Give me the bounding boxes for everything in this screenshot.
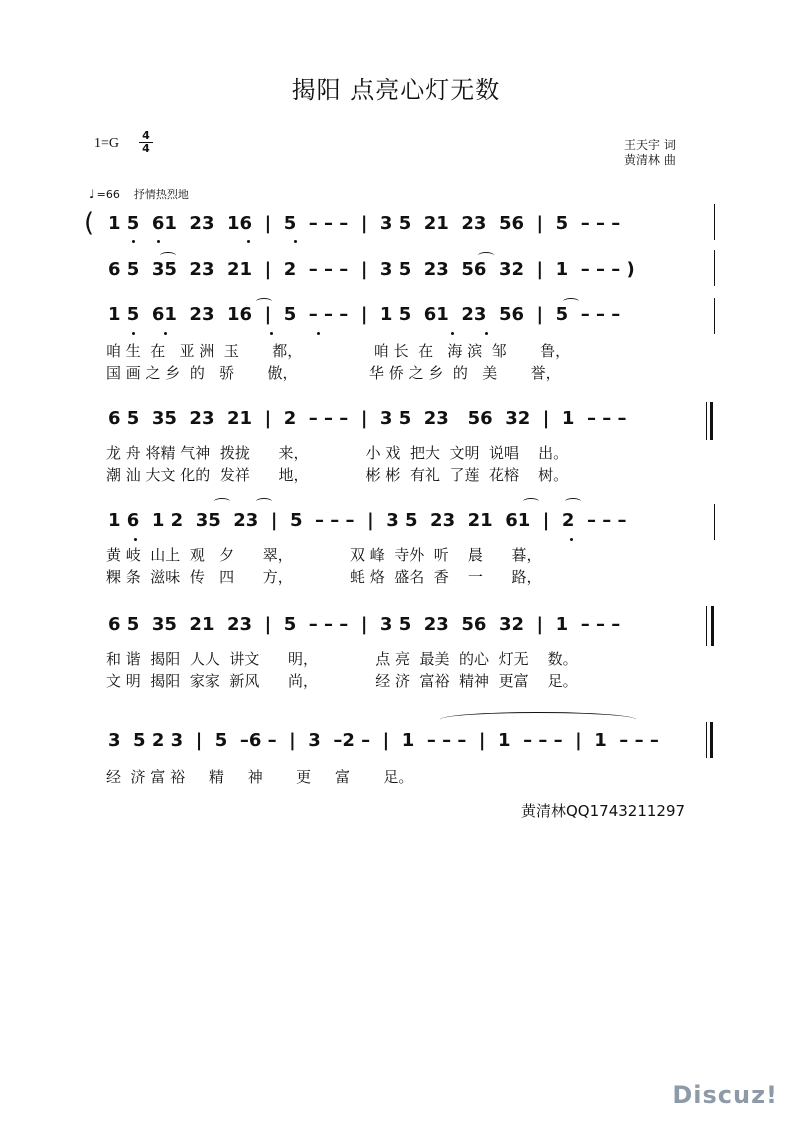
slur: [523, 498, 539, 505]
staff-row-6: [0, 600, 792, 700]
notation-line: 6 5 35 21 23 | 5 – – – | 3 5 23 56 32 | 1 – – –: [108, 614, 621, 635]
composer: 黄清林 曲: [624, 153, 676, 167]
notation-line: 6 5 35 23 21 | 2 – – – | 3 5 23 56 32 | 1 – – – ): [108, 259, 635, 280]
lyrics-verse-2: 文 明 揭阳 家家 新风 尚， 经 济 富裕 精神 更富 足。: [106, 672, 578, 690]
repeat-barline: [710, 402, 713, 440]
staff-row-4: [0, 400, 792, 500]
slur: [256, 498, 272, 505]
notation-line: 1 6 1 2 35 23 | 5 – – – | 3 5 23 21 61 | 2 – – –: [108, 510, 627, 531]
final-barline-thin: [706, 722, 707, 758]
key-signature: 1=G: [94, 136, 120, 151]
low-octave-dot: [157, 240, 160, 243]
lyrics-verse-1: 经 济 富 裕 精 神 更 富 足。: [106, 768, 414, 786]
author-signature: 黄清林QQ1743211297: [521, 802, 686, 820]
low-octave-dot: [451, 332, 454, 335]
barline: [706, 402, 707, 440]
barline: [714, 298, 715, 334]
barline: [714, 204, 715, 240]
tempo-value: =66: [96, 188, 120, 201]
low-octave-dot: [485, 332, 488, 335]
lyrics-verse-1: 龙 舟 将精 气神 拨拢 来， 小 戏 把大 文明 说唱 出。: [106, 444, 569, 462]
tie: [440, 712, 636, 727]
song-title: 揭阳 点亮心灯无数: [291, 76, 501, 104]
staff-row-3: [0, 296, 792, 396]
lyrics-verse-2: 粿 条 滋味 传 四 方， 蚝 烙 盛名 香 一 路，: [106, 568, 542, 586]
staff-row-1: [0, 200, 792, 250]
repeat-open-paren: (: [84, 208, 95, 238]
time-signature-top: 4: [139, 130, 153, 143]
lyricist: 王天宇 词: [624, 138, 676, 152]
low-octave-dot: [294, 240, 297, 243]
staff-row-2: [0, 248, 792, 298]
lyrics-verse-2: 潮 汕 大文 化的 发祥 地， 彬 彬 有礼 了莲 花榕 树。: [106, 466, 569, 484]
time-signature: [139, 130, 153, 155]
notation-line: 1 5 61 23 16 | 5 – – – | 3 5 21 23 56 | 5 – – –: [108, 213, 621, 234]
quarter-note-icon: ♩: [89, 187, 95, 201]
lyrics-verse-1: 和 谐 揭阳 人人 讲文 明， 点 亮 最美 的心 灯无 数。: [106, 650, 578, 668]
low-octave-dot: [132, 240, 135, 243]
watermark: Discuz!: [672, 1081, 778, 1109]
low-octave-dot: [317, 332, 320, 335]
staff-row-5: [0, 496, 792, 596]
low-octave-dot: [570, 538, 573, 541]
slur: [214, 498, 230, 505]
barline: [714, 504, 715, 540]
barline: [714, 250, 715, 286]
staff-row-7: [0, 710, 792, 790]
slur: [160, 252, 176, 259]
notation-line: 1 5 61 23 16 | 5 – – – | 1 5 61 23 56 | 5 – – –: [108, 304, 621, 325]
notation-line: 6 5 35 23 21 | 2 – – – | 3 5 23 56 32 | 1 – – –: [108, 408, 627, 429]
lyrics-verse-1: 黄 岐 山上 观 夕 翠， 双 峰 寺外 听 晨 暮，: [106, 546, 542, 564]
final-barline-thick: [710, 722, 713, 758]
credits: [624, 138, 676, 168]
lyrics-verse-1: 咱 生 在 亚 洲 玉 都， 咱 长 在 海 滨 邹 鲁，: [106, 342, 571, 360]
low-octave-dot: [132, 332, 135, 335]
barline: [706, 606, 707, 646]
repeat-barline: [711, 606, 714, 646]
slur: [478, 252, 494, 259]
low-octave-dot: [164, 332, 167, 335]
time-signature-bottom: 4: [142, 142, 150, 155]
lyrics-verse-2: 国 画 之 乡 的 骄 傲， 华 侨 之 乡 的 美 誉，: [106, 364, 561, 382]
slur: [565, 498, 581, 505]
low-octave-dot: [134, 538, 137, 541]
notation-line: 3 5 2 3 | 5 –6 – | 3 –2 – | 1 – – – | 1 – – – | 1 – – –: [108, 730, 659, 751]
expression-mark: 抒情热烈地: [133, 188, 189, 201]
low-octave-dot: [270, 332, 273, 335]
low-octave-dot: [247, 240, 250, 243]
